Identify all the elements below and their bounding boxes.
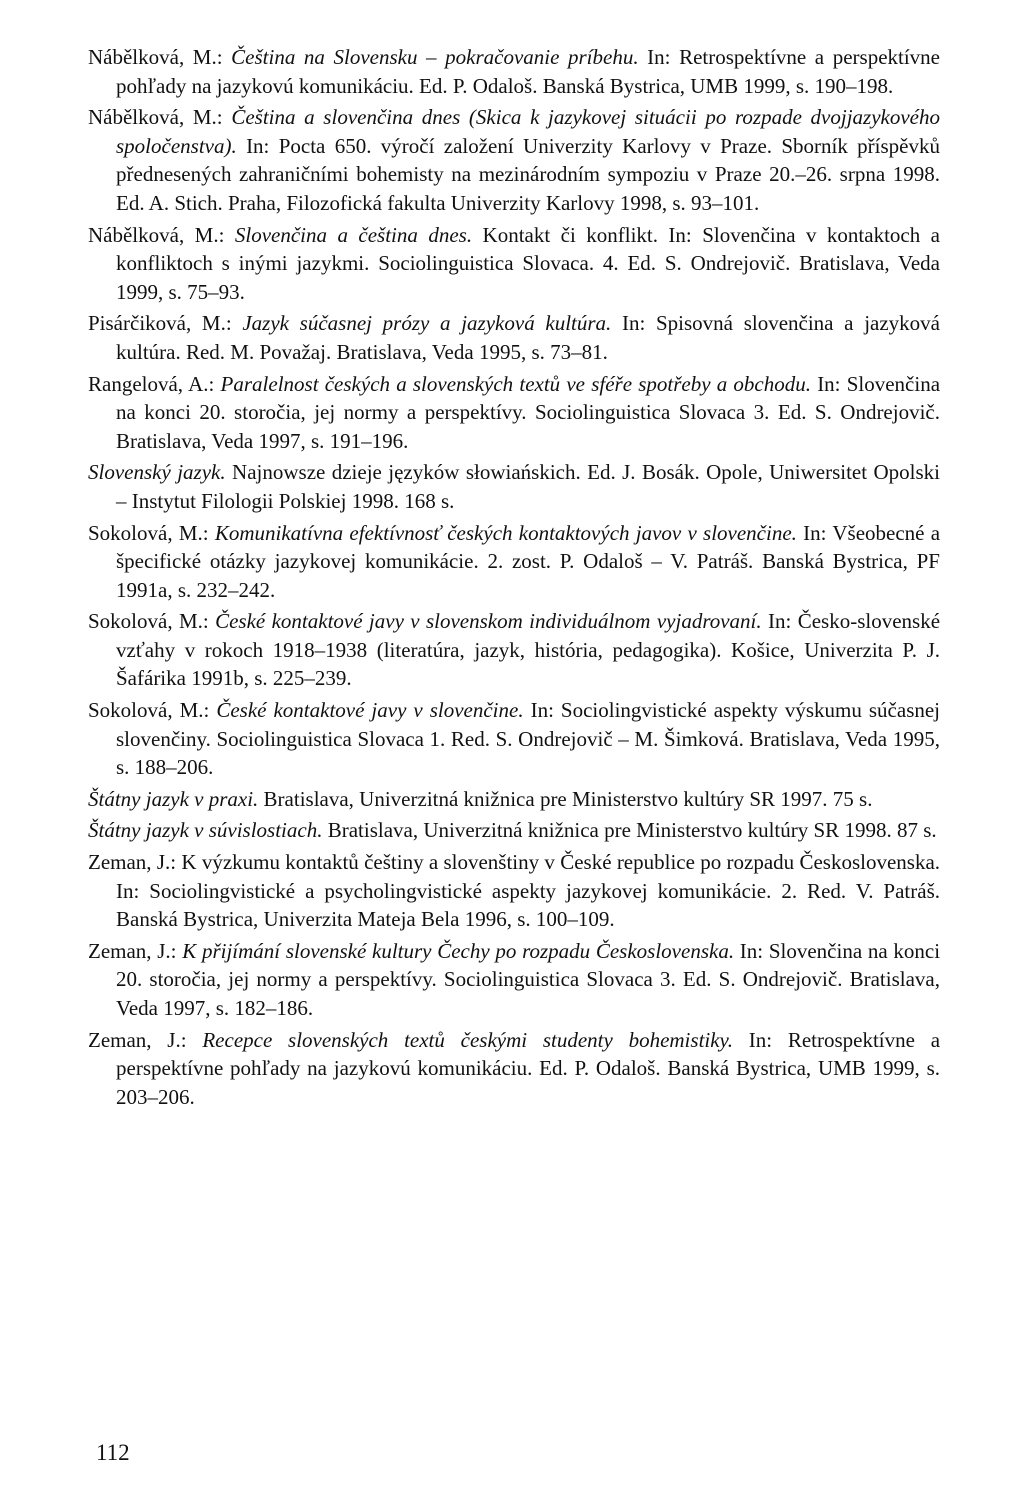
entry-title: Čeština a slovenčina dnes (Skica k jazykovej situácii po rozpade dvojjazykového spoločenstva). — [116, 105, 940, 158]
page-number: 112 — [96, 1440, 130, 1465]
entry-details: In: Pocta 650. výročí založení Univerzity Karlovy v Praze. Sborník příspěvků přednesených zahraničními bohemisty na mezinárodním sympoziu v Praze 20.–26. srpna 1998. Ed. A. Stich. Praha, Filozofická fakulta Univerzity Karlovy 1998, s. 93–101. — [116, 133, 940, 215]
entry-author: Nábělková, M.: — [88, 105, 223, 130]
entry-author: Sokolová, M.: — [88, 698, 210, 723]
entry-author: Rangelová, A.: — [88, 371, 215, 396]
bibliography-entry — [88, 309, 940, 366]
entry-author: Sokolová, M.: — [88, 609, 209, 634]
entry-details: In: Spisovná slovenčina a jazyková kultúra. Red. M. Považaj. Bratislava, Veda 1995, s. 73–81. — [116, 311, 940, 364]
entry-author: Pisárčiková, M.: — [88, 311, 232, 336]
entry-title: Čeština na Slovensku – pokračovanie príbehu. — [231, 45, 639, 69]
entry-details: In: Slovenčina na konci 20. storočia, jej normy a perspektívy. Sociolinguistica Slovaca 3. Ed. S. Ondrejovič. Bratislava, Veda 1997, s. 191–196. — [116, 371, 941, 453]
entry-title: Jazyk súčasnej prózy a jazyková kultúra. — [242, 311, 612, 336]
bibliography-entry — [88, 937, 940, 1023]
entry-author: Zeman, J.: — [88, 1027, 187, 1052]
entry-details: In: Sociolingvistické aspekty výskumu súčasnej slovenčiny. Sociolinguistica Slovaca 1. Red. S. Ondrejovič – M. Šimková. Bratislava, Veda 1995, s. 188–206. — [116, 698, 941, 780]
entry-details: Bratislava, Univerzitná knižnica pre Ministerstvo kultúry SR 1998. 87 s. — [327, 818, 937, 843]
bibliography-entry — [88, 607, 940, 693]
entry-title: Štátny jazyk v súvislostiach. — [88, 818, 323, 843]
entry-title: České kontaktové javy v slovenčine. — [216, 698, 524, 723]
entry-details: Kontakt či konflikt. In: Slovenčina v kontaktoch a konfliktoch s inými jazykmi. Sociolinguistica Slovaca. 4. Ed. S. Ondrejovič. Bratislava, Veda 1999, s. 75–93. — [116, 222, 940, 304]
bibliography-entry — [88, 103, 940, 217]
entry-title: Komunikatívna efektívnosť českých kontaktových javov v slovenčine. — [214, 520, 797, 545]
bibliography-entry — [88, 848, 940, 934]
entry-details: In: Retrospektívne a perspektívne pohľady na jazykovú komunikáciu. Ed. P. Odaloš. Banská Bystrica, UMB 1999, s. 203–206. — [116, 1027, 941, 1109]
entry-title: České kontaktové javy v slovenskom individuálnom vyjadrovaní. — [215, 609, 762, 634]
bibliography-entry — [88, 519, 940, 605]
entry-title: K přijímání slovenské kultury Čechy po rozpadu Československa. — [182, 938, 735, 963]
entry-author: Nábělková, M.: — [88, 222, 225, 247]
entry-details: In: Česko-slovenské vzťahy v rokoch 1918–1938 (literatúra, jazyk, história, pedagogika). Košice, Univerzita P. J. Šafárika 1991b, s. 225–239. — [116, 609, 941, 691]
entry-title: Slovenčina a čeština dnes. — [234, 222, 473, 247]
entry-author: Zeman, J.: — [88, 850, 177, 875]
entry-details: Najnowsze dzieje języków słowiańskich. Ed. J. Bosák. Opole, Uniwersitet Opolski – Instytut Filologii Polskiej 1998. 168 s. — [116, 460, 940, 513]
entry-author: Nábělková, M.: — [88, 45, 223, 69]
entry-details: Bratislava, Univerzitná knižnica pre Ministerstvo kultúry SR 1997. 75 s. — [263, 786, 873, 811]
bibliography-list — [88, 43, 940, 1114]
entry-title: Paralelnost českých a slovenských textů ve sféře spotřeby a obchodu. — [220, 371, 811, 396]
bibliography-entry — [88, 221, 940, 307]
entry-author: Sokolová, M.: — [88, 520, 209, 545]
entry-author: Zeman, J.: — [88, 938, 177, 963]
entry-details: K výzkumu kontaktů češtiny a slovenštiny v České republice po rozpadu Československa. In: Sociolingvistické a psycholingvistické aspekty jazykovej komunikácie. 2. Red. V. Patráš. Banská Bystrica, Univerzita Mateja Bela 1996, s. 100–109. — [116, 850, 941, 932]
bibliography-entry — [88, 43, 940, 100]
entry-details: In: Všeobecné a špecifické otázky jazykovej komunikácie. 2. zost. P. Odaloš – V. Patráš. Banská Bystrica, PF 1991a, s. 232–242. — [116, 520, 941, 602]
bibliography-entry — [88, 458, 940, 515]
entry-title: Štátny jazyk v praxi. — [88, 786, 259, 811]
bibliography-entry — [88, 785, 940, 814]
bibliography-entry — [88, 370, 940, 456]
bibliography-entry — [88, 816, 940, 845]
entry-details: In: Retrospektívne a perspektívne pohľady na jazykovú komunikáciu. Ed. P. Odaloš. Banská Bystrica, UMB 1999, s. 190–198. — [116, 45, 941, 98]
bibliography-entry — [88, 1026, 940, 1112]
entry-details: In: Slovenčina na konci 20. storočia, jej normy a perspektívy. Sociolinguistica Slovaca 3. Ed. S. Ondrejovič. Bratislava, Veda 1997, s. 182–186. — [116, 938, 941, 1020]
bibliography-entry — [88, 696, 940, 782]
entry-title: Recepce slovenských textů českými studenty bohemistiky. — [202, 1027, 733, 1052]
entry-title: Slovenský jazyk. — [88, 460, 226, 485]
